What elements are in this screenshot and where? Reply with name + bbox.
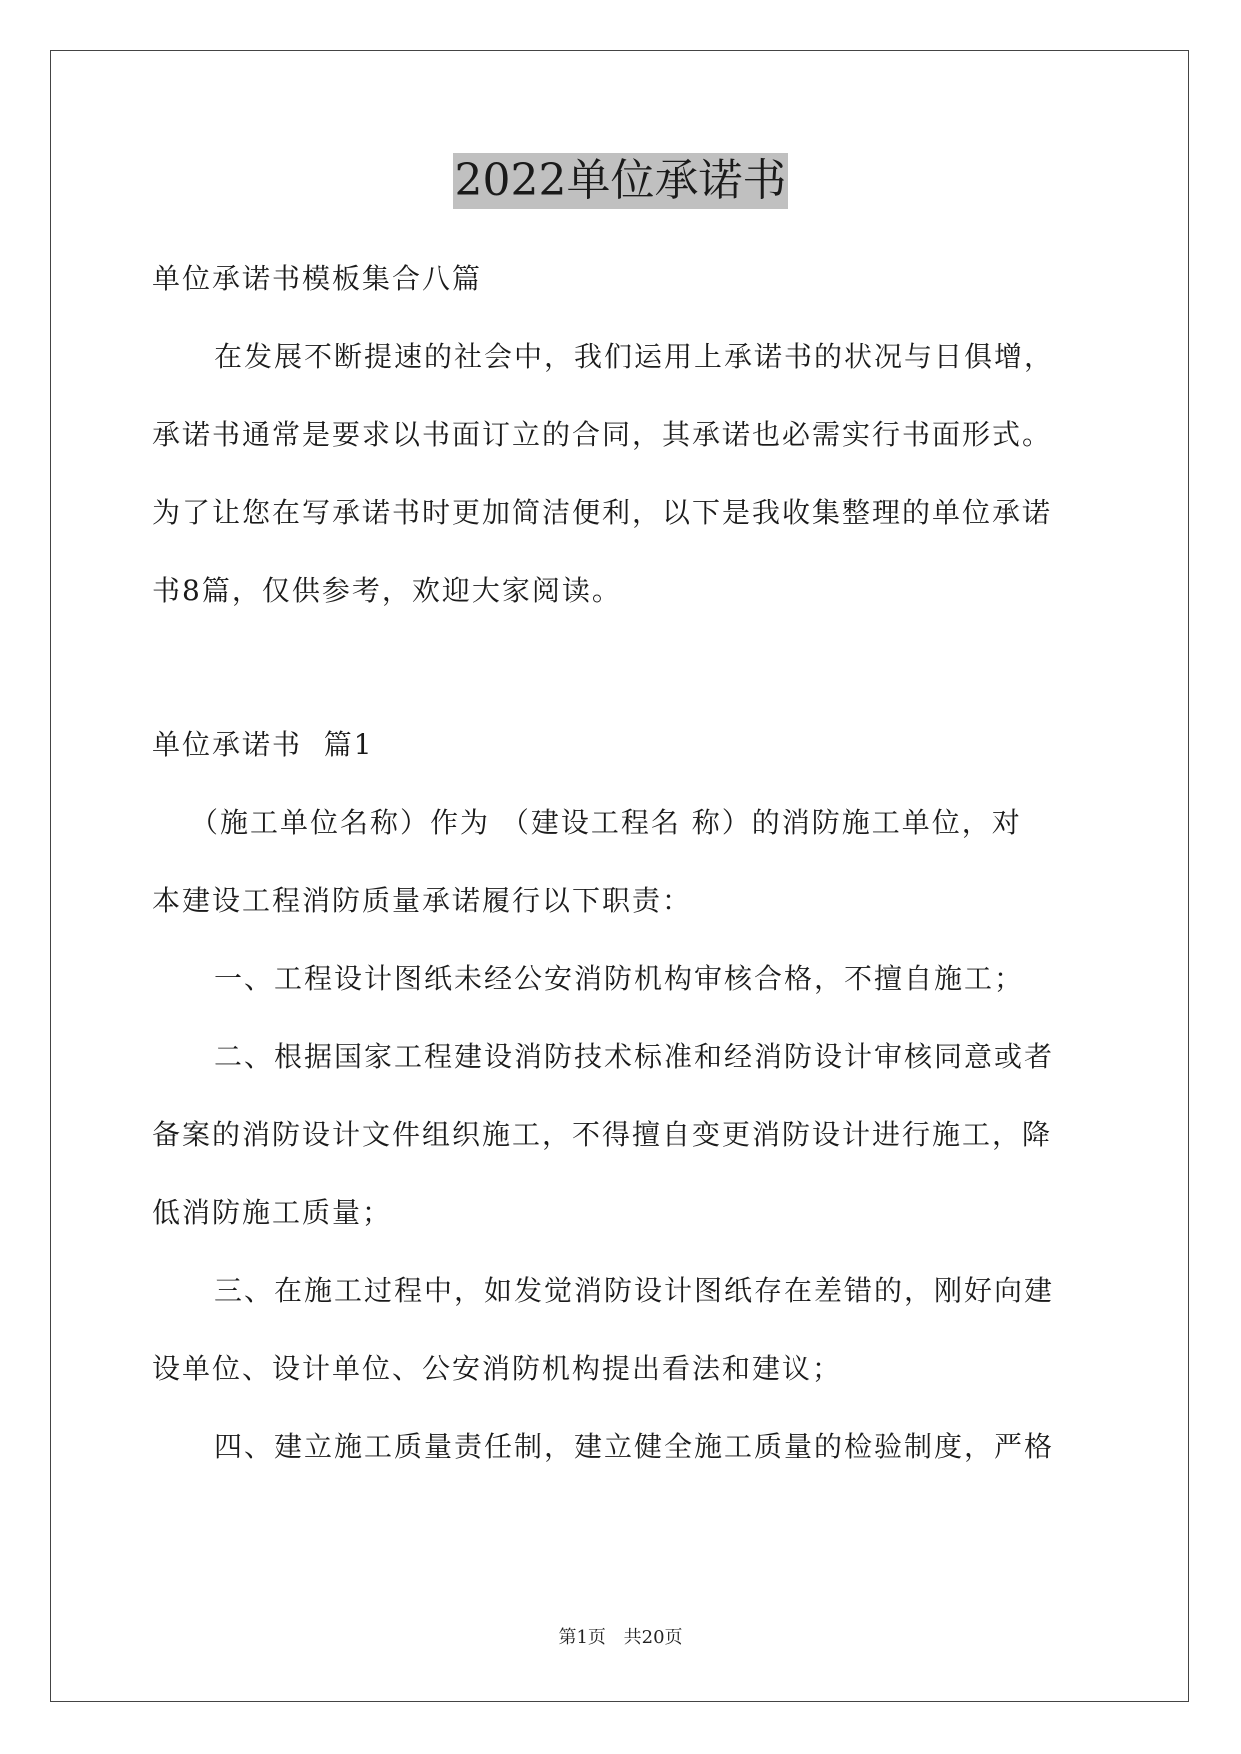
document-subtitle: 单位承诺书模板集合八篇 (152, 262, 483, 295)
intro-line: 为了让您在写承诺书时更加简洁便利，以下是我收集整理的单位承诺 (152, 496, 1053, 529)
page-number: 第1页 (558, 1627, 606, 1648)
section-gap (152, 630, 1087, 706)
document-title: 2022单位承诺书 (453, 153, 789, 209)
page-footer (0, 1623, 1241, 1649)
body-line: 设单位、设计单位、公安消防机构提出看法和建议； (152, 1352, 843, 1385)
body-line: 备案的消防设计文件组织施工，不得擅自变更消防设计进行施工，降 (152, 1118, 1053, 1151)
intro-line: 承诺书通常是要求以书面订立的合同，其承诺也必需实行书面形式。 (152, 418, 1053, 451)
body-line: 一、工程设计图纸未经公安消防机构审核合格，不擅自施工； (214, 962, 1025, 995)
intro-line: 在发展不断提速的社会中，我们运用上承诺书的状况与日俱增， (214, 340, 1055, 373)
title-container (0, 153, 1241, 209)
body-line: 低消防施工质量； (152, 1196, 393, 1229)
body-line: 三、在施工过程中，如发觉消防设计图纸存在差错的，刚好向建 (214, 1274, 1055, 1307)
page-total: 共20页 (623, 1627, 683, 1648)
body-line: （施工单位名称）作为 （建设工程名 称）的消防施工单位，对 (190, 806, 1022, 839)
body-line: 本建设工程消防质量承诺履行以下职责： (152, 884, 693, 917)
body-line: 四、建立施工质量责任制，建立健全施工质量的检验制度，严格 (214, 1430, 1055, 1463)
intro-line: 书8篇，仅供参考，欢迎大家阅读。 (152, 574, 622, 607)
body-line: 二、根据国家工程建设消防技术标准和经消防设计审核同意或者 (214, 1040, 1055, 1073)
section-heading: 单位承诺书 篇1 (152, 728, 374, 761)
document-body (152, 240, 1087, 1486)
